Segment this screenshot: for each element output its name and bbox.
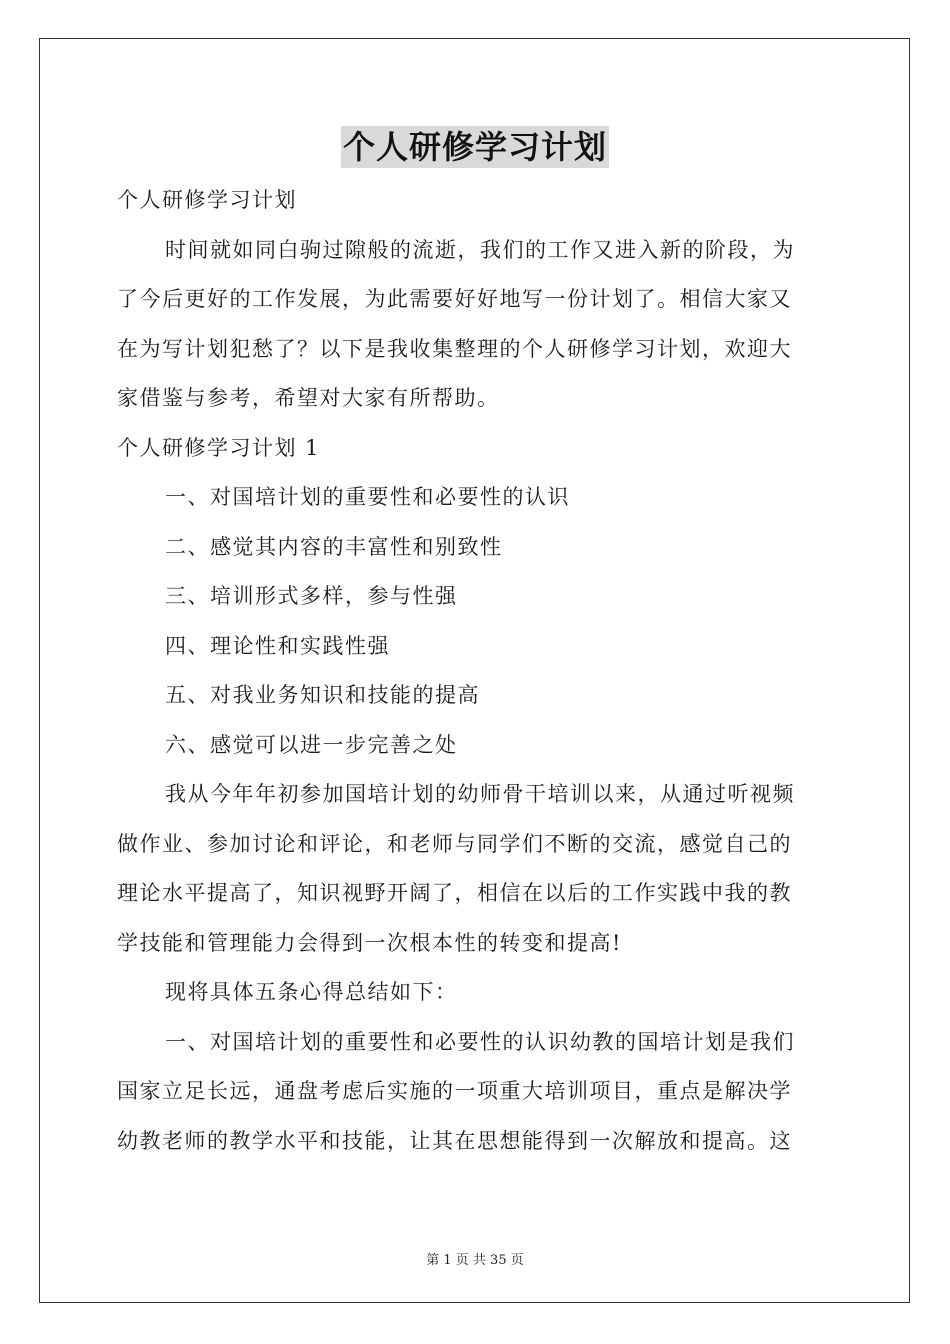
list-item: 一、对国培计划的重要性和必要性的认识 [165, 485, 570, 509]
body-line: 理论水平提高了，知识视野开阔了，相信在以后的工作实践中我的教 [117, 881, 792, 905]
body-line: 在为写计划犯愁了？以下是我收集整理的个人研修学习计划，欢迎大 [117, 336, 792, 361]
list-item: 六、感觉可以进一步完善之处 [165, 732, 458, 757]
body-line: 学技能和管理能力会得到一次根本性的转变和提高! [117, 930, 622, 955]
list-item: 四、理论性和实践性强 [165, 633, 390, 658]
list-item: 五、对我业务知识和技能的提高 [165, 683, 480, 707]
section-heading: 个人研修学习计划 1 [117, 435, 321, 460]
body-line: 家借鉴与参考，希望对大家有所帮助。 [117, 386, 500, 410]
list-item: 二、感觉其内容的丰富性和别致性 [165, 534, 503, 559]
body-line: 时间就如同白驹过隙般的流逝，我们的工作又进入新的阶段，为 [165, 237, 795, 262]
document-title: 个人研修学习计划 [342, 128, 607, 166]
page-footer: 第 1 页 共 35 页 [426, 1253, 524, 1268]
list-item: 三、培训形式多样，参与性强 [165, 584, 458, 608]
body-line: 了今后更好的工作发展，为此需要好好地写一份计划了。相信大家又 [117, 287, 792, 311]
document-body [117, 176, 833, 1166]
body-line: 我从今年年初参加国培计划的幼师骨干培训以来，从通过听视频 [165, 782, 795, 806]
title-container [0, 126, 950, 168]
body-line: 幼教老师的教学水平和技能，让其在思想能得到一次解放和提高。这 [117, 1128, 792, 1153]
body-line: 国家立足长远，通盘考虑后实施的一项重大培训项目，重点是解决学 [117, 1079, 792, 1103]
body-line: 现将具体五条心得总结如下： [165, 980, 458, 1004]
body-line: 一、对国培计划的重要性和必要性的认识幼教的国培计划是我们 [165, 1029, 795, 1054]
body-line: 个人研修学习计划 [117, 188, 297, 212]
body-line: 做作业、参加讨论和评论，和老师与同学们不断的交流，感觉自己的 [117, 831, 792, 856]
